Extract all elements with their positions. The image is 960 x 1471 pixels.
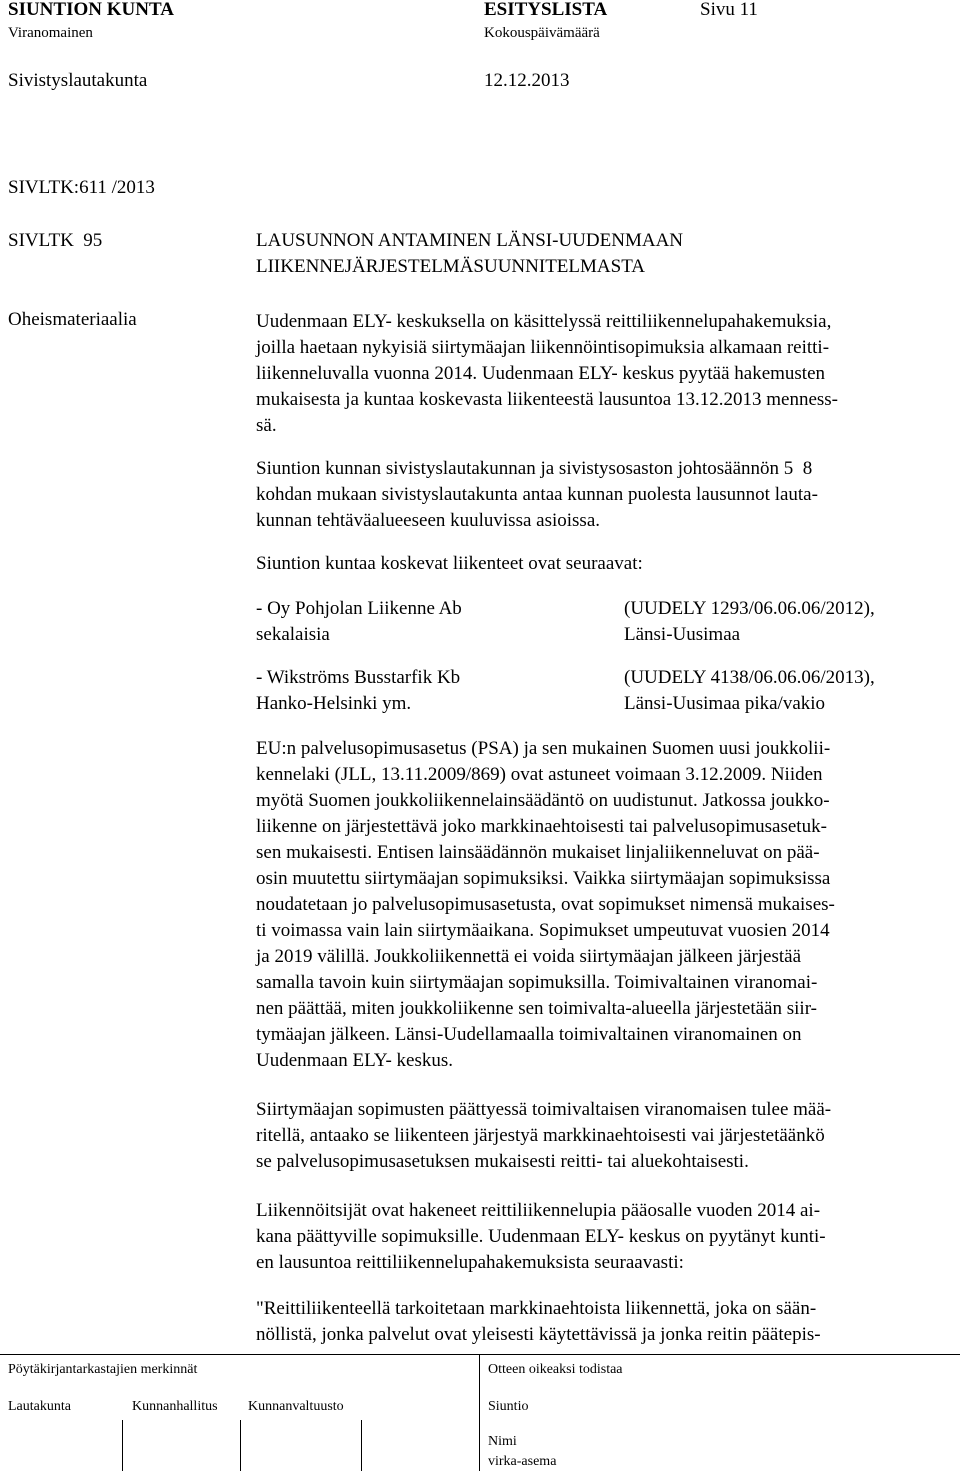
body-kunnanhallitus: Kunnanhallitus [132, 1399, 218, 1414]
text-line: Siirtymäajan sopimusten päättyessä toimivaltaisen viranomaisen tulee mää- [256, 1099, 832, 1120]
paragraph-authority-basis [256, 456, 946, 534]
route-type: Hanko-Helsinki ym. [256, 693, 412, 714]
section-number: SIVLTK 95 [8, 230, 103, 251]
text-line: Uudenmaan ELY- keskuksella on käsittelyssä reittiliikennelupahakemuksia, [256, 311, 832, 332]
minutes-checkers-label: Pöytäkirjantarkastajien merkinnät [8, 1362, 198, 1377]
route-area: Länsi-Uusimaa pika/vakio [624, 693, 826, 714]
paragraph-routes-intro [256, 551, 946, 577]
route-area: Länsi-Uusimaa [624, 624, 741, 645]
paragraph-route-definition [256, 1296, 946, 1348]
route-operator: - Wikströms Busstarfik Kb [256, 667, 461, 688]
route-operator: - Oy Pohjolan Liikenne Ab [256, 598, 462, 619]
body-kunnanvaltuusto: Kunnanvaltuusto [248, 1399, 344, 1414]
document-type: ESITYSLISTA [484, 0, 608, 20]
board-name: Sivistyslautakunta [8, 70, 148, 91]
text-line: samalla tavoin kuin siirtymäajan sopimuksilla. Toimivaltainen viranomai- [256, 972, 818, 993]
attachment-label: Oheismateriaalia [8, 309, 137, 330]
paragraph-ely-applications [256, 309, 946, 439]
text-line: kennelaki (JLL, 13.11.2009/869) ovat astuneet voimaan 3.12.2009. Niiden [256, 764, 823, 785]
text-line: mukaisesta ja kuntaa koskevasta liikenteestä lausuntoa 13.12.2013 menness- [256, 389, 838, 410]
text-line: en lausuntoa reittiliikennelupahakemuksista seuraavasti: [256, 1252, 684, 1273]
paragraph-operator-applications [256, 1198, 946, 1276]
body-divider-3 [361, 1420, 362, 1471]
text-line: sä. [256, 415, 277, 436]
paragraph-psa-regulation [256, 736, 946, 1074]
footer-center-divider [479, 1354, 480, 1471]
text-line: tymäajan jälkeen. Länsi-Uudellamaalla toimivaltainen viranomainen on [256, 1024, 802, 1045]
route-permit: (UUDELY 4138/06.06.06/2013), [624, 667, 875, 688]
authority-label: Viranomainen [8, 25, 93, 41]
text-line: Uudenmaan ELY- keskus. [256, 1050, 454, 1071]
text-line: kana päättyville sopimuksille. Uudenmaan ELY- keskus on pyytänyt kunti- [256, 1226, 826, 1247]
text-line: nöllistä, jonka palvelut ovat yleisesti käytettävissä ja jonka reitin päätepis- [256, 1324, 821, 1345]
body-divider-1 [122, 1420, 123, 1471]
text-line: Siuntion kunnan sivistyslautakunnan ja sivistysosaston johtosäännön 5 8 [256, 458, 813, 479]
text-line: "Reittiliikenteellä tarkoitetaan markkinaehtoista liikennettä, joka on sään- [256, 1298, 817, 1319]
text-line: liikenneluvalla vuonna 2014. Uudenmaan ELY- keskus pyytää hakemusten [256, 363, 826, 384]
text-line: ti voimassa vain lain siirtymäaikana. Sopimukset umpeutuvat vuosien 2014 [256, 920, 830, 941]
text-line: liikenne on järjestettävä joko markkinaehtoisesti tai palvelusopimusasetuk- [256, 816, 827, 837]
text-line: sen mukaisesti. Entisen lainsäädännön mukaiset linjaliikenneluvat on pää- [256, 842, 820, 863]
text-line: nen päättää, miten joukkoliikenne sen toimivalta-alueella järjestetään siir- [256, 998, 817, 1019]
meeting-date-label: Kokouspäivämäärä [484, 25, 600, 41]
route-type: sekalaisia [256, 624, 330, 645]
case-title-line-2: LIIKENNEJÄRJESTELMÄSUUNNITELMASTA [256, 256, 646, 277]
page-number: Sivu 11 [700, 0, 758, 20]
place-label: Siuntio [488, 1399, 529, 1414]
text-line: myötä Suomen joukkoliikennelainsäädäntö on uudistunut. Jatkossa joukko- [256, 790, 830, 811]
certified-label: Otteen oikeaksi todistaa [488, 1362, 623, 1377]
text-line: joilla haetaan nykyisiä siirtymäajan liikennöintisopimuksia alkamaan reitti- [256, 337, 830, 358]
footer-top-rule [0, 1354, 960, 1355]
body-lautakunta: Lautakunta [8, 1399, 71, 1414]
text-line: Liikennöitsijät ovat hakeneet reittiliikennelupia pääosalle vuoden 2014 ai- [256, 1200, 821, 1221]
body-divider-2 [240, 1420, 241, 1471]
text-line: kunnan tehtäväalueeseen kuuluvissa asioissa. [256, 510, 601, 531]
position-label: virka-asema [488, 1454, 557, 1469]
case-reference: SIVLTK:611 /2013 [8, 177, 155, 198]
text-line: EU:n palvelusopimusasetus (PSA) ja sen mukainen Suomen uusi joukkolii- [256, 738, 831, 759]
text-line: ja 2019 välillä. Joukkoliikennettä ei voida siirtymäajan jälkeen järjestää [256, 946, 802, 967]
text-line: kohdan mukaan sivistyslautakunta antaa kunnan puolesta lausunnot lauta- [256, 484, 818, 505]
text-line: ritellä, antaako se liikenteen järjestyä markkinaehtoisesti vai järjestetäänkö [256, 1125, 825, 1146]
text-line: noudatetaan jo palvelusopimusasetusta, ovat sopimukset nimensä mukaises- [256, 894, 835, 915]
municipality-name: SIUNTION KUNTA [8, 0, 174, 20]
route-permit: (UUDELY 1293/06.06.06/2012), [624, 598, 875, 619]
meeting-date: 12.12.2013 [484, 70, 570, 91]
name-label: Nimi [488, 1434, 517, 1449]
text-line: osin muutettu siirtymäajan sopimuksiksi. Vaikka siirtymäajan sopimuksissa [256, 868, 831, 889]
case-title-line-1: LAUSUNNON ANTAMINEN LÄNSI-UUDENMAAN [256, 230, 684, 251]
text-line: se palvelusopimusasetuksen mukaisesti reitti- tai aluekohtaisesti. [256, 1151, 749, 1172]
text-line: Siuntion kuntaa koskevat liikenteet ovat seuraavat: [256, 553, 643, 574]
paragraph-transition-end [256, 1097, 946, 1175]
